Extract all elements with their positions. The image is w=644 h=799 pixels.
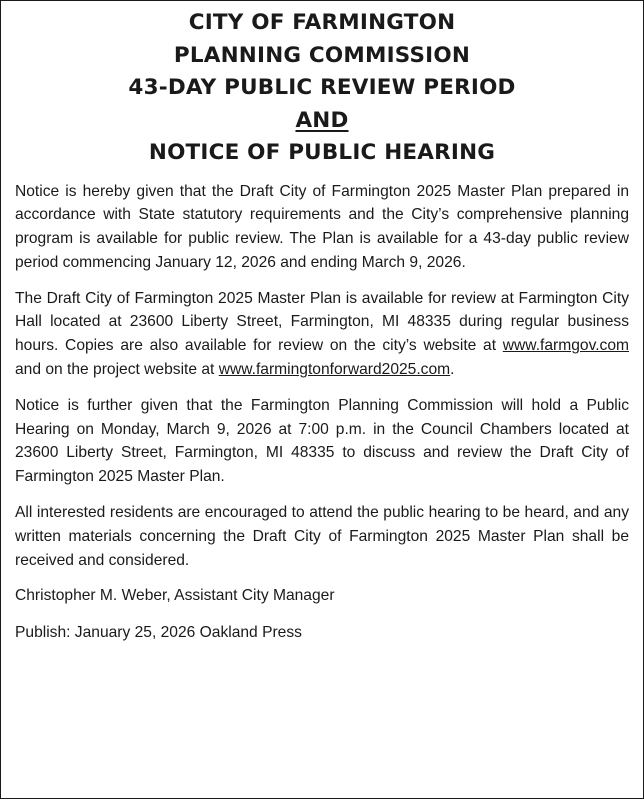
- header-commission: PLANNING COMMISSION: [173, 42, 471, 68]
- availability-text-b: and on the project website at: [15, 361, 219, 379]
- paragraph-availability: [15, 287, 629, 382]
- header-and: AND: [295, 107, 349, 133]
- paragraph-residents: All interested residents are encouraged to attend the public hearing to be heard, and any written materials concerning the Draft City of Farmington 2025 Master Plan shall be received and considered.: [15, 504, 629, 569]
- notice-header: [15, 7, 629, 170]
- project-website-link[interactable]: www.farmingtonforward2025.com: [218, 361, 451, 379]
- availability-text-a: The Draft City of Farmington 2025 Master Plan is available for review at Farmington City Hall located at 23600 Liberty Street, Farmington, MI 48335 during regular business hours. Copies are also available for review on the city’s website at: [15, 289, 629, 355]
- paragraph-hearing-notice: Notice is further given that the Farmington Planning Commission will hold a Public Hearing on Monday, March 9, 2026 at 7:00 p.m. in the Council Chambers located at 23600 Liberty Street, Farmington, MI 48335 to discuss and review the Draft City of Farmington 2025 Master Plan.: [15, 396, 629, 486]
- header-city: CITY OF FARMINGTON: [188, 10, 456, 35]
- header-review-period: 43-DAY PUBLIC REVIEW PERIOD: [128, 75, 516, 100]
- availability-text-c: .: [450, 361, 455, 379]
- header-hearing: NOTICE OF PUBLIC HEARING: [148, 140, 496, 165]
- paragraph-review-notice: Notice is hereby given that the Draft City of Farmington 2025 Master Plan prepared in accordance with State statutory requirements and the City’s comprehensive planning program is available for public review. The Plan is available for a 43-day public review period commencing January 12, 2026 and ending March 9, 2026.: [15, 182, 629, 271]
- publish-line: Publish: January 25, 2026 Oakland Press: [15, 624, 302, 642]
- signature: Christopher M. Weber, Assistant City Manager: [15, 587, 335, 605]
- city-website-link[interactable]: www.farmgov.com: [502, 337, 629, 355]
